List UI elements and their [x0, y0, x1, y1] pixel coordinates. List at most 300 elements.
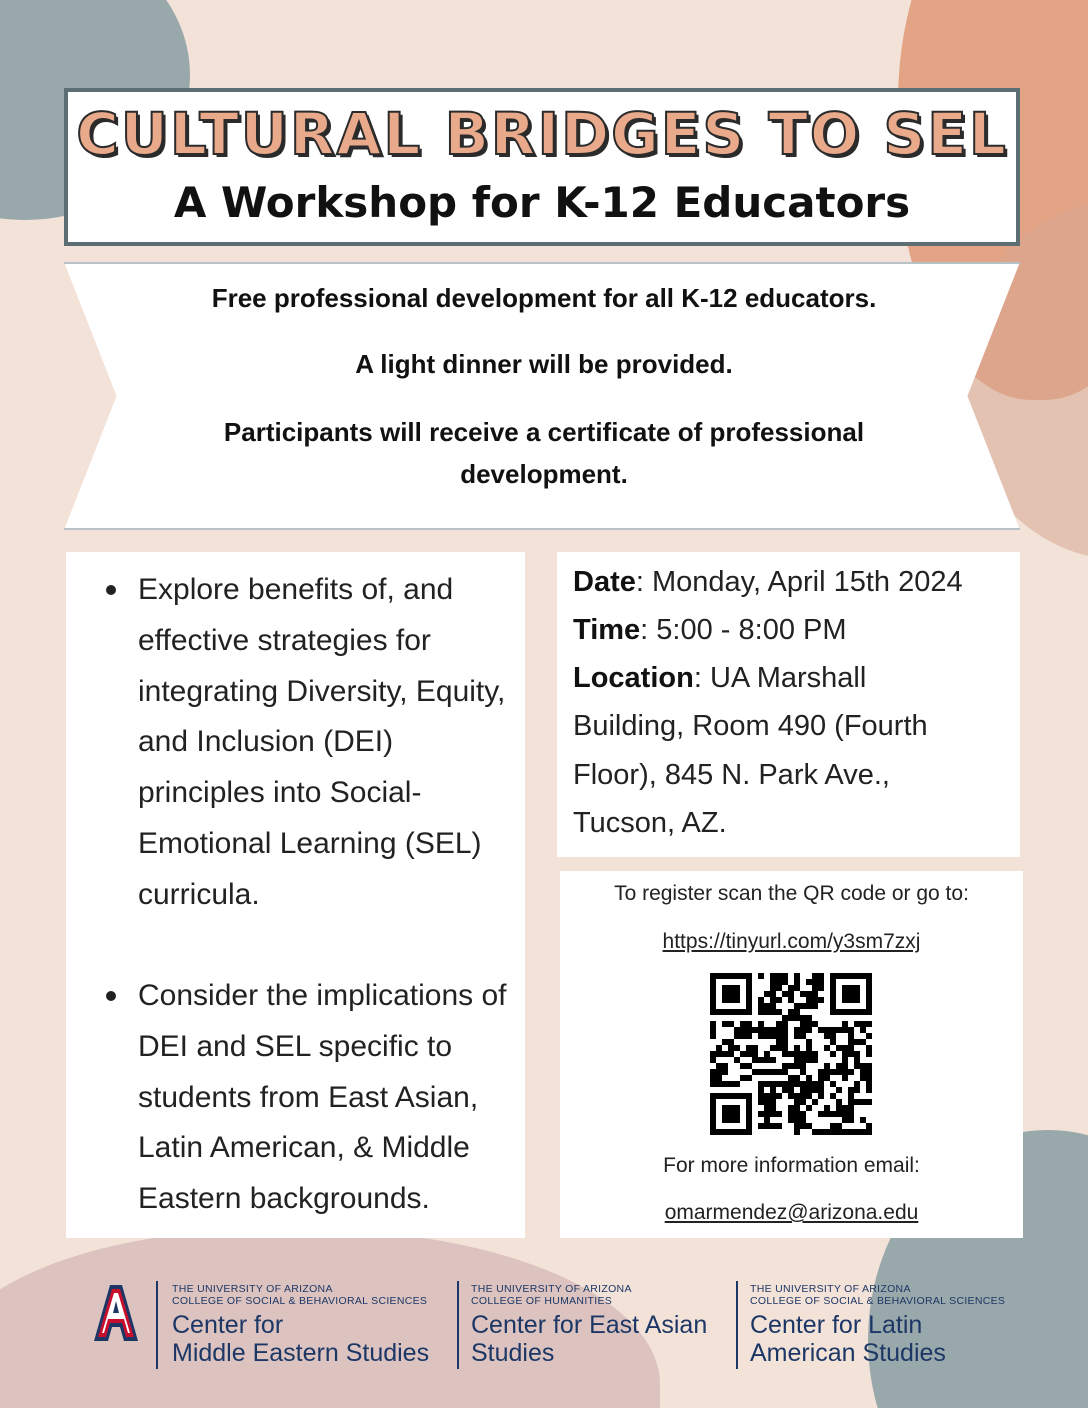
qr-code[interactable]	[710, 973, 872, 1135]
qr-module	[842, 1021, 848, 1027]
date-row: Date: Monday, April 15th 2024	[573, 566, 963, 598]
qr-module	[770, 1027, 776, 1033]
qr-module	[728, 1045, 734, 1051]
qr-module	[764, 1009, 770, 1015]
qr-module	[770, 1081, 776, 1087]
qr-module	[710, 1027, 716, 1033]
qr-module	[770, 991, 776, 997]
qr-module	[728, 1021, 734, 1027]
qr-module	[788, 1087, 794, 1093]
qr-module	[740, 1033, 746, 1039]
qr-module	[848, 1093, 854, 1099]
qr-module	[782, 979, 788, 985]
qr-module	[794, 1099, 800, 1105]
qr-module	[764, 1033, 770, 1039]
qr-module	[740, 1021, 746, 1027]
qr-module	[716, 1069, 722, 1075]
footer-divider	[736, 1281, 738, 1369]
qr-module	[824, 1111, 830, 1117]
qr-module	[842, 1057, 848, 1063]
qr-module	[758, 1021, 764, 1027]
qr-code-image	[710, 973, 872, 1135]
qr-module	[848, 1105, 854, 1111]
qr-module	[860, 1063, 866, 1069]
qr-module	[842, 1069, 848, 1075]
qr-module	[764, 1051, 770, 1057]
qr-module	[776, 1033, 782, 1039]
qr-module	[830, 1027, 836, 1033]
qr-module	[710, 1033, 716, 1039]
qr-module	[782, 1063, 788, 1069]
qr-module	[716, 1081, 722, 1087]
qr-module	[764, 1057, 770, 1063]
qr-module	[806, 1015, 812, 1021]
qr-module	[812, 1021, 818, 1027]
qr-module	[716, 1075, 722, 1081]
qr-module	[752, 1045, 758, 1051]
qr-module	[782, 991, 788, 997]
qr-module	[788, 991, 794, 997]
divider	[64, 262, 1020, 264]
qr-module	[728, 1081, 734, 1087]
qr-module	[812, 1087, 818, 1093]
qr-module	[866, 1129, 872, 1135]
bullet-icon	[106, 991, 116, 1001]
qr-module	[800, 1063, 806, 1069]
highlight-certificate: Participants will receive a certificate of professional development.	[223, 417, 865, 489]
qr-module	[818, 1069, 824, 1075]
qr-module	[782, 1051, 788, 1057]
qr-module	[776, 1039, 782, 1045]
qr-module	[818, 1081, 824, 1087]
qr-module	[842, 1063, 848, 1069]
qr-module	[800, 1111, 806, 1117]
qr-module	[782, 1021, 788, 1027]
qr-module	[770, 1003, 776, 1009]
qr-module	[770, 1105, 776, 1111]
qr-module	[758, 1027, 764, 1033]
qr-module	[746, 1045, 752, 1051]
qr-module	[782, 1033, 788, 1039]
qr-module	[824, 1027, 830, 1033]
qr-module	[746, 1075, 752, 1081]
university-of-arizona-logo-icon	[82, 1283, 150, 1343]
qr-module	[722, 1069, 728, 1075]
qr-module	[788, 1081, 794, 1087]
location-label: Location	[573, 662, 694, 694]
qr-module	[830, 1033, 836, 1039]
qr-module	[854, 1021, 860, 1027]
highlight-free-pd: Free professional development for all K-12 educators.	[211, 283, 877, 313]
qr-module	[824, 1063, 830, 1069]
qr-module	[728, 1051, 734, 1057]
qr-module	[824, 1045, 830, 1051]
contact-email-link[interactable]: omarmendez@arizona.edu	[664, 1201, 919, 1224]
qr-module	[758, 1069, 764, 1075]
qr-module	[770, 1123, 776, 1129]
qr-module	[716, 1045, 722, 1051]
qr-module	[848, 1111, 854, 1117]
qr-module	[800, 1099, 806, 1105]
qr-module	[812, 1057, 818, 1063]
qr-module	[758, 1009, 764, 1015]
qr-module	[806, 1003, 812, 1009]
qr-module	[842, 1075, 848, 1081]
qr-module	[860, 1039, 866, 1045]
qr-module	[776, 1069, 782, 1075]
register-link[interactable]: https://tinyurl.com/y3sm7zxj	[662, 930, 921, 953]
qr-module	[776, 1123, 782, 1129]
page-title: CULTURAL BRIDGES TO SEL	[76, 100, 1008, 168]
qr-module	[782, 1069, 788, 1075]
qr-module	[836, 1027, 842, 1033]
qr-module	[782, 1039, 788, 1045]
qr-module	[782, 1081, 788, 1087]
qr-module	[806, 979, 812, 985]
org-east-asian-studies	[471, 1283, 707, 1367]
qr-module	[806, 1027, 812, 1033]
org-name-line2: Middle Eastern Studies	[172, 1339, 430, 1367]
qr-module	[866, 1021, 872, 1027]
qr-module	[710, 1057, 716, 1063]
qr-module	[776, 973, 782, 979]
qr-module	[722, 1081, 728, 1087]
location-row: Location: UA Marshall Building, Room 490 (Fourth Floor), 845 N. Park Ave., Tucson, AZ.	[573, 662, 928, 839]
qr-module	[764, 1123, 770, 1129]
qr-module	[818, 985, 824, 991]
qr-module	[788, 1051, 794, 1057]
qr-module	[800, 1087, 806, 1093]
org-university: THE UNIVERSITY OF ARIZONA	[750, 1283, 911, 1295]
qr-module	[806, 1045, 812, 1051]
qr-module	[794, 1051, 800, 1057]
qr-module	[830, 1069, 836, 1075]
qr-module	[764, 1099, 770, 1105]
qr-module	[758, 997, 764, 1003]
qr-module	[794, 1003, 800, 1009]
qr-module	[746, 1051, 752, 1057]
qr-module	[710, 1021, 716, 1027]
qr-module	[818, 1093, 824, 1099]
qr-module	[776, 1081, 782, 1087]
qr-module	[710, 1051, 716, 1057]
qr-module	[800, 1015, 806, 1021]
qr-module	[788, 1015, 794, 1021]
qr-module	[770, 973, 776, 979]
qr-module	[800, 1033, 806, 1039]
qr-module	[776, 1045, 782, 1051]
qr-module	[848, 1099, 854, 1105]
qr-module	[848, 1039, 854, 1045]
footer-divider	[156, 1281, 158, 1369]
org-college: COLLEGE OF SOCIAL & BEHAVIORAL SCIENCES	[172, 1295, 428, 1307]
qr-module	[806, 1081, 812, 1087]
title-box	[64, 88, 1020, 246]
qr-module	[848, 1033, 854, 1039]
qr-module	[842, 985, 860, 1003]
qr-module	[836, 1105, 842, 1111]
qr-module	[746, 1063, 752, 1069]
qr-module	[830, 1081, 836, 1087]
qr-module	[770, 1057, 776, 1063]
qr-module	[866, 1069, 872, 1075]
qr-module	[776, 997, 782, 1003]
qr-module	[854, 1129, 860, 1135]
qr-module	[860, 1027, 866, 1033]
qr-module	[764, 1111, 770, 1117]
qr-module	[866, 1099, 872, 1105]
org-name-line2: Studies	[471, 1339, 555, 1367]
qr-module	[740, 1027, 746, 1033]
qr-module	[746, 1033, 752, 1039]
benefits-card	[66, 552, 525, 1238]
qr-module	[848, 1045, 854, 1051]
qr-module	[776, 1021, 782, 1027]
qr-module	[770, 1009, 776, 1015]
qr-module	[860, 1099, 866, 1105]
qr-module	[806, 1087, 812, 1093]
qr-module	[818, 997, 824, 1003]
qr-module	[830, 1123, 836, 1129]
qr-module	[800, 1093, 806, 1099]
qr-module	[794, 1111, 800, 1117]
org-name-line1: Center for East Asian	[471, 1311, 708, 1339]
qr-module	[854, 1057, 860, 1063]
qr-module	[740, 1051, 746, 1057]
qr-module	[794, 1015, 800, 1021]
qr-module	[770, 1099, 776, 1105]
qr-module	[794, 1105, 800, 1111]
qr-module	[818, 1075, 824, 1081]
benefit-text: Consider the implications of DEI and SEL specific to students from East Asian, Latin American, & Middle Eastern backgrounds.	[138, 979, 507, 1216]
qr-module	[722, 1021, 728, 1027]
footer-divider	[457, 1281, 459, 1369]
qr-module	[746, 1021, 752, 1027]
date-value: Monday, April 15th 2024	[651, 566, 963, 598]
qr-module	[782, 1087, 788, 1093]
qr-module	[800, 1051, 806, 1057]
qr-module	[794, 979, 800, 985]
qr-module	[848, 1069, 854, 1075]
page-subtitle: A Workshop for K-12 Educators	[173, 178, 911, 227]
qr-module	[764, 1069, 770, 1075]
org-name-line1: Center for	[172, 1311, 284, 1339]
qr-module	[752, 1051, 758, 1057]
qr-module	[848, 1129, 854, 1135]
qr-module	[776, 985, 782, 991]
location-value: UA Marshall Building, Room 490 (Fourth Floor), 845 N. Park Ave., Tucson, AZ.	[573, 662, 928, 839]
qr-module	[812, 973, 818, 979]
qr-module	[866, 1051, 872, 1057]
qr-module	[860, 1117, 866, 1123]
qr-module	[764, 991, 770, 997]
qr-module	[770, 1033, 776, 1039]
qr-module	[842, 1045, 848, 1051]
qr-module	[788, 985, 794, 991]
qr-module	[842, 1105, 848, 1111]
qr-module	[866, 1063, 872, 1069]
qr-module	[758, 1003, 764, 1009]
qr-module	[794, 1093, 800, 1099]
qr-module	[842, 1027, 848, 1033]
qr-module	[866, 1087, 872, 1093]
qr-module	[806, 1093, 812, 1099]
qr-module	[770, 1087, 776, 1093]
qr-module	[794, 1033, 800, 1039]
qr-module	[848, 1051, 854, 1057]
qr-module	[824, 1075, 830, 1081]
qr-module	[830, 1111, 836, 1117]
qr-module	[812, 1081, 818, 1087]
qr-module	[836, 1087, 842, 1093]
qr-module	[794, 973, 800, 979]
qr-module	[806, 1051, 812, 1057]
qr-module	[836, 1123, 842, 1129]
org-college: COLLEGE OF HUMANITIES	[471, 1295, 613, 1307]
qr-module	[806, 991, 812, 997]
qr-module	[710, 1081, 716, 1087]
qr-module	[842, 1129, 848, 1135]
qr-module	[800, 1003, 806, 1009]
qr-module	[818, 1129, 824, 1135]
org-college: COLLEGE OF SOCIAL & BEHAVIORAL SCIENCES	[750, 1295, 1006, 1307]
qr-module	[722, 1063, 728, 1069]
qr-module	[758, 1111, 764, 1117]
qr-module	[842, 1051, 848, 1057]
qr-module	[776, 1111, 782, 1117]
qr-module	[860, 1075, 866, 1081]
qr-module	[752, 1027, 758, 1033]
qr-module	[788, 1063, 794, 1069]
qr-module	[800, 1081, 806, 1087]
qr-module	[830, 1129, 836, 1135]
qr-module	[734, 1057, 740, 1063]
qr-module	[758, 1033, 764, 1039]
qr-module	[764, 1027, 770, 1033]
info-prompt: For more information email:	[663, 1154, 920, 1177]
qr-module	[794, 1009, 800, 1015]
qr-module	[782, 1045, 788, 1051]
qr-module	[836, 1129, 842, 1135]
qr-module	[722, 985, 740, 1003]
qr-module	[824, 1033, 830, 1039]
qr-module	[770, 1069, 776, 1075]
qr-module	[818, 979, 824, 985]
qr-module	[764, 1093, 770, 1099]
qr-module	[758, 973, 764, 979]
qr-module	[800, 1021, 806, 1027]
qr-module	[758, 1081, 764, 1087]
list-item	[138, 565, 518, 921]
qr-module	[794, 985, 800, 991]
qr-module	[794, 1081, 800, 1087]
qr-module	[812, 1051, 818, 1057]
qr-module	[770, 1111, 776, 1117]
qr-module	[800, 1027, 806, 1033]
qr-module	[782, 1027, 788, 1033]
qr-module	[824, 1105, 830, 1111]
qr-module	[794, 1057, 800, 1063]
qr-module	[806, 1105, 812, 1111]
qr-module	[740, 1075, 746, 1081]
qr-module	[752, 1069, 758, 1075]
qr-module	[806, 1057, 812, 1063]
qr-module	[818, 1027, 824, 1033]
highlight-dinner: A light dinner will be provided.	[355, 349, 733, 379]
qr-module	[758, 1087, 764, 1093]
qr-module	[770, 985, 776, 991]
org-name-line1: Center for Latin	[750, 1311, 923, 1339]
qr-module	[806, 1021, 812, 1027]
qr-module	[854, 1099, 860, 1105]
qr-module	[854, 1087, 860, 1093]
qr-module	[830, 1051, 836, 1057]
register-prompt: To register scan the QR code or go to:	[614, 882, 969, 905]
divider	[64, 528, 1020, 530]
registration-card	[560, 871, 1023, 1238]
qr-module	[788, 1093, 794, 1099]
time-row: Time: 5:00 - 8:00 PM	[573, 614, 847, 646]
qr-module	[860, 1021, 866, 1027]
qr-module	[812, 1099, 818, 1105]
qr-module	[794, 1075, 800, 1081]
qr-module	[788, 1075, 794, 1081]
qr-module	[770, 1045, 776, 1051]
org-middle-eastern-studies	[172, 1283, 429, 1367]
qr-module	[716, 1051, 722, 1057]
qr-module	[842, 1117, 848, 1123]
org-name-line2: American Studies	[750, 1339, 946, 1367]
qr-module	[770, 979, 776, 985]
time-value: 5:00 - 8:00 PM	[656, 614, 847, 646]
qr-module	[764, 1081, 770, 1087]
qr-module	[758, 1123, 764, 1129]
qr-module	[800, 991, 806, 997]
qr-module	[836, 1063, 842, 1069]
qr-module	[836, 1069, 842, 1075]
qr-module	[758, 1093, 764, 1099]
qr-module	[812, 979, 818, 985]
qr-module	[848, 1027, 854, 1033]
qr-module	[812, 997, 818, 1003]
qr-module	[764, 1117, 770, 1123]
qr-module	[722, 1039, 728, 1045]
qr-module	[812, 1003, 818, 1009]
qr-module	[788, 1111, 794, 1117]
qr-module	[800, 1117, 806, 1123]
qr-module	[734, 1027, 740, 1033]
qr-module	[776, 1027, 782, 1033]
date-label: Date	[573, 566, 636, 598]
qr-module	[818, 973, 824, 979]
qr-module	[836, 1111, 842, 1117]
qr-module	[848, 1087, 854, 1093]
event-details-card	[557, 552, 1020, 857]
qr-module	[776, 1009, 782, 1015]
qr-module	[788, 1105, 794, 1111]
qr-module	[710, 1069, 716, 1075]
qr-module	[824, 1129, 830, 1135]
qr-module	[824, 1069, 830, 1075]
qr-module	[854, 1063, 860, 1069]
qr-module	[758, 1057, 764, 1063]
qr-module	[728, 1039, 734, 1045]
qr-module	[722, 1105, 740, 1123]
qr-module	[788, 997, 794, 1003]
qr-module	[776, 979, 782, 985]
list-item	[138, 971, 518, 1225]
qr-module	[800, 1057, 806, 1063]
